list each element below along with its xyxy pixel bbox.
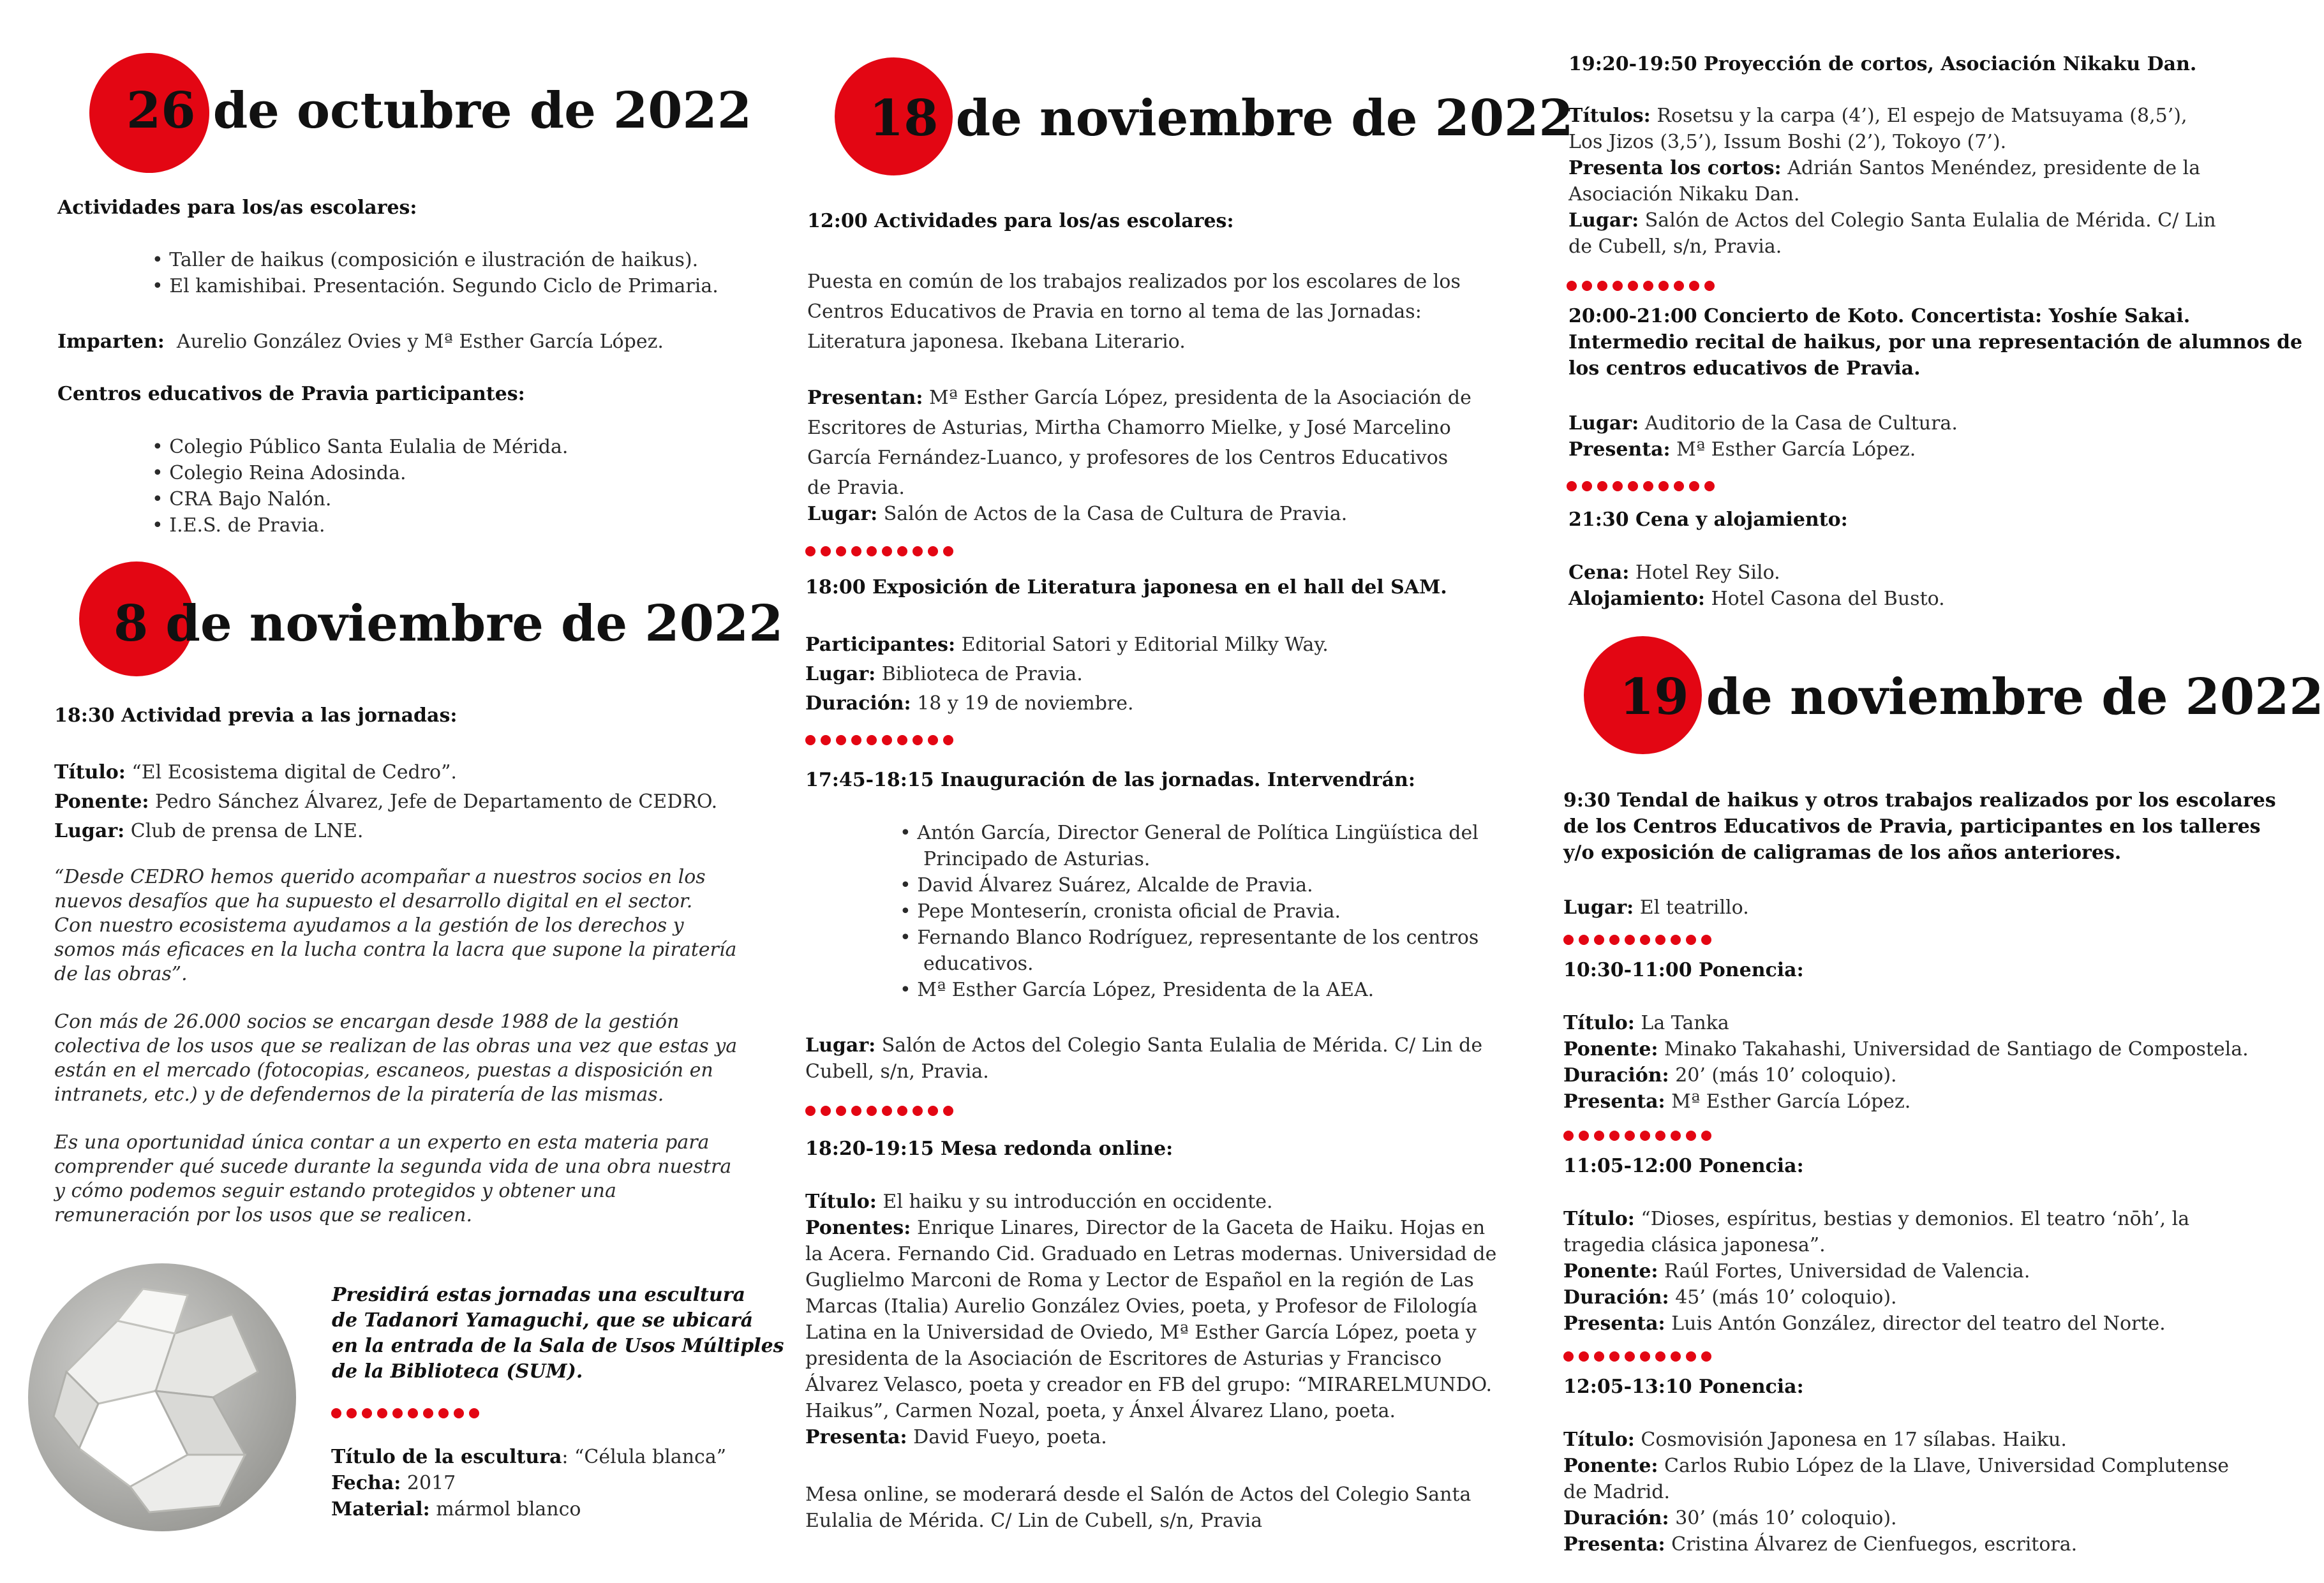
activity-item: • Taller de haikus (composición e ilustración de haikus).	[152, 249, 699, 271]
f-heading: 20:00-21:00 Concierto de Koto. Concertista: Yoshíe Sakai. Intermedio recital de haikus, por una representación de alumnos de los centros educativos de Pravia.	[1568, 305, 2303, 380]
i-heading: 10:30-11:00 Ponencia:	[1563, 959, 1804, 981]
e-titulos: Títulos: Rosetsu y la carpa (4’), El espejo de Matsuyama (8,5’), Los Jizos (3,5’), Issum Boshi (2’), Tokoyo (7’).	[1568, 105, 2187, 153]
centro-item: • Colegio Reina Adosinda.	[152, 462, 406, 484]
a-lugar: Lugar: Salón de Actos de la Casa de Cultura de Pravia.	[807, 503, 1348, 525]
red-dot-divider	[1563, 1351, 1711, 1363]
e-lugar: Lugar: Salón de Actos del Colegio Santa Eulalia de Mérida. C/ Lin de Cubell, s/n, Pravia.	[1568, 209, 2216, 258]
quote-paragraph: Es una oportunidad única contar a un experto en esta materia para comprender qué sucede durante la segunda vida de una obra nuestra y cómo podemos seguir estando protegidos y obtener una remuneración por los usos que se realicen.	[54, 1131, 732, 1226]
activities-heading: Actividades para los/as escolares:	[57, 197, 417, 219]
d-heading: 18:20-19:15 Mesa redonda online:	[805, 1138, 1173, 1160]
d-titulo: Título: El haiku y su introducción en occidente.	[805, 1191, 1273, 1213]
nov8-titulo: Título: “El Ecosistema digital de Cedro”.	[54, 761, 457, 784]
f-lugar: Lugar: Auditorio de la Casa de Cultura.	[1568, 412, 1958, 435]
red-dot-divider	[1563, 935, 1711, 946]
h-heading: 9:30 Tendal de haikus y otros trabajos realizados por los escolares de los Centros Educativos de Pravia, participantes en los talleres y/o exposición de caligramas de los años anteriores.	[1563, 789, 2276, 864]
b-duracion: Duración: 18 y 19 de noviembre.	[805, 692, 1134, 715]
red-dot-divider	[805, 1106, 953, 1117]
date-heading-oct26: 26 de octubre de 2022	[126, 82, 752, 140]
b-heading: 18:00 Exposición de Literatura japonesa en el hall del SAM.	[805, 576, 1447, 598]
nov8-ponente: Ponente: Pedro Sánchez Álvarez, Jefe de Departamento de CEDRO.	[54, 791, 718, 813]
quote-paragraph: Con más de 26.000 socios se encargan desde 1988 de la gestión colectiva de los usos que se realizan de las obras una vez que estas ya están en el mercado (fotocopias, escaneos, puestas a disposición en intranets, etc.) y de defendernos de la piratería de las mismas.	[54, 1011, 738, 1106]
k-heading: 12:05-13:10 Ponencia:	[1563, 1376, 1804, 1398]
date-heading-nov19: 19 de noviembre de 2022	[1620, 668, 2324, 726]
i-details: Título: La Tanka Ponente: Minako Takahashi, Universidad de Santiago de Compostela. Duración: 20’ (más 10’ coloquio). Presenta: Mª Esther García López.	[1563, 1012, 2249, 1113]
centro-item: • I.E.S. de Pravia.	[152, 514, 325, 537]
g-alojamiento: Alojamiento: Hotel Casona del Busto.	[1568, 588, 1945, 610]
g-heading: 21:30 Cena y alojamiento:	[1568, 509, 1848, 531]
sculpture-material: Material: mármol blanco	[331, 1498, 581, 1520]
b-participantes: Participantes: Editorial Satori y Editorial Milky Way.	[805, 634, 1329, 656]
a-presentan: Presentan: Mª Esther García López, presidenta de la Asociación de Escritores de Asturias, Mirtha Chamorro Mielke, y José Marcelino García Fernández-Luanco, y profesores de los Centros Educativos de Pravia.	[807, 387, 1471, 499]
red-dot-divider	[331, 1408, 479, 1420]
c-heading: 17:45-18:15 Inauguración de las jornadas. Intervendrán:	[805, 769, 1415, 791]
g-cena: Cena: Hotel Rey Silo.	[1568, 561, 1780, 584]
date-heading-nov18: 18 de noviembre de 2022	[869, 89, 1574, 147]
sculpture-intro: Presidirá estas jornadas una escultura de Tadanori Yamaguchi, que se ubicará en la entrada de la Sala de Usos Múltiples de la Biblioteca (SUM).	[332, 1284, 784, 1383]
a-text: Puesta en común de los trabajos realizados por los escolares de los Centros Educativos de Pravia en torno al tema de las Jornadas: Literatura japonesa. Ikebana Literario.	[807, 271, 1461, 353]
j-details: Título: “Dioses, espíritus, bestias y demonios. El teatro ‘nōh’, la tragedia clásica japonesa”. Ponente: Raúl Fortes, Universidad de Valencia. Duración: 45’ (más 10’ coloquio). Presenta: Luis Antón González, director del teatro del Norte.	[1563, 1208, 2190, 1335]
sculpture-fecha: Fecha: 2017	[331, 1472, 456, 1494]
f-presenta: Presenta: Mª Esther García López.	[1568, 438, 1916, 461]
d-ponentes: Ponentes: Enrique Linares, Director de la Gaceta de Haiku. Hojas en la Acera. Fernando Cid. Graduado en Letras modernas. Universidad de Guglielmo Marconi de Roma y Lector de Español en la región de Las Marcas (Italia) Aurelio González Ovies, poeta, y Profesor de Filología Latina en la Universidad de Oviedo, Mª Esther García López, poeta y presidenta de la Asociación de Escritores de Asturias y Francisco Álvarez Velasco, poeta y creador en FB del grupo: “MIRARELMUNDO. Haikus”, Carmen Nozal, poeta, y Ánxel Álvarez Llano, poeta.	[805, 1217, 1497, 1422]
red-dot-divider	[1567, 481, 1715, 493]
d-note: Mesa online, se moderará desde el Salón de Actos del Colegio Santa Eulalia de Mérida. C/ Lin de Cubell, s/n, Pravia	[805, 1483, 1471, 1532]
k-details: Título: Cosmovisión Japonesa en 17 sílabas. Haiku. Ponente: Carlos Rubio López de la Llave, Universidad Complutense de Madrid. Duración: 30’ (más 10’ coloquio). Presenta: Cristina Álvarez de Cienfuegos, escritora.	[1563, 1429, 2230, 1556]
imparten-line: Imparten: Aurelio González Ovies y Mª Esther García López.	[57, 331, 664, 353]
e-heading: 19:20-19:50 Proyección de cortos, Asociación Nikaku Dan.	[1568, 53, 2197, 75]
c-lugar: Lugar: Salón de Actos del Colegio Santa Eulalia de Mérida. C/ Lin de Cubell, s/n, Pravia.	[805, 1034, 1483, 1083]
nov8-lugar: Lugar: Club de prensa de LNE.	[54, 820, 364, 842]
b-lugar: Lugar: Biblioteca de Pravia.	[805, 663, 1083, 685]
centro-item: • Colegio Público Santa Eulalia de Mérida.	[152, 436, 569, 458]
quote-paragraph: “Desde CEDRO hemos querido acompañar a nuestros socios en los nuevos desafíos que ha supuesto el desarrollo digital en el sector. Con nuestro ecosistema ayudamos a la gestión de los derechos y somos más eficaces en la lucha contra la lacra que supone la piratería de las obras”.	[54, 866, 737, 985]
red-dot-divider	[805, 546, 953, 558]
a-heading: 12:00 Actividades para los/as escolares:	[807, 210, 1234, 232]
j-heading: 11:05-12:00 Ponencia:	[1563, 1155, 1804, 1177]
nov8-time-heading: 18:30 Actividad previa a las jornadas:	[54, 704, 458, 727]
sculpture-photo	[28, 1263, 296, 1531]
red-dot-divider	[1563, 1131, 1711, 1142]
date-heading-nov8: 8 de noviembre de 2022	[114, 595, 784, 653]
d-presenta: Presenta: David Fueyo, poeta.	[805, 1426, 1107, 1448]
centros-heading: Centros educativos de Pravia participantes:	[57, 383, 525, 405]
h-lugar: Lugar: El teatrillo.	[1563, 896, 1749, 919]
centro-item: • CRA Bajo Nalón.	[152, 488, 332, 510]
red-dot-divider	[1567, 281, 1715, 292]
e-presenta: Presenta los cortos: Adrián Santos Menéndez, presidente de la Asociación Nikaku Dan.	[1568, 157, 2201, 205]
sculpture-titulo: Título de la escultura: “Célula blanca”	[331, 1446, 727, 1468]
c-list: • Antón García, Director General de Política Lingüística del Principado de Asturias. • David Álvarez Suárez, Alcalde de Pravia. • Pepe Monteserín, cronista oficial de Pravia. • Fernando Blanco Rodríguez, representante de los centros educativos. • Mª Esther García López, Presidenta de la AEA.	[900, 822, 1479, 1001]
red-dot-divider	[805, 735, 953, 747]
activity-item: • El kamishibai. Presentación. Segundo Ciclo de Primaria.	[152, 275, 719, 297]
